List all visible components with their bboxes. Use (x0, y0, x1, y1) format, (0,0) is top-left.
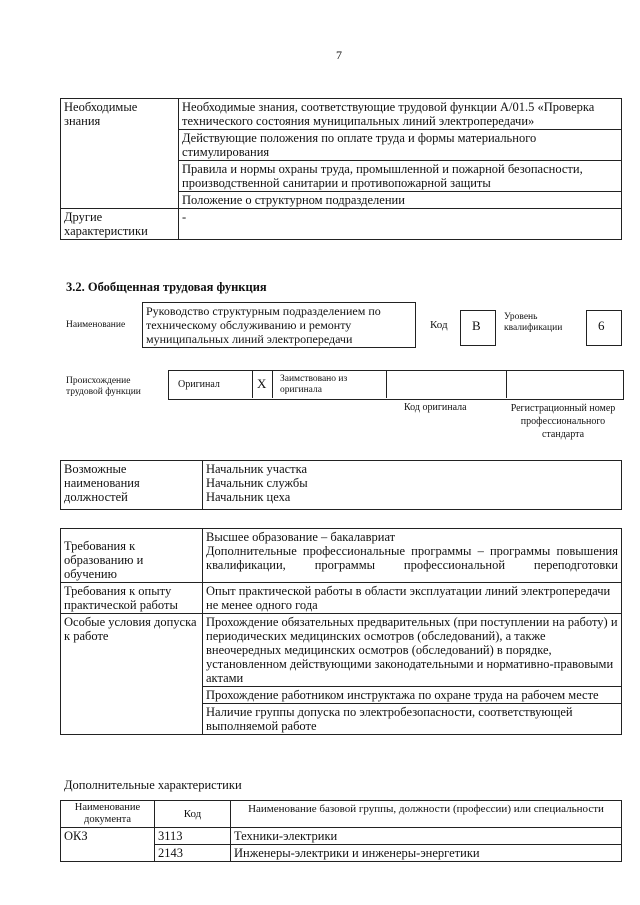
section-title: 3.2. Обобщенная трудовая функция (66, 280, 267, 294)
okz-code: 2143 (155, 845, 231, 862)
doc-okz: ОКЗ (61, 828, 155, 862)
knowledge-item: Положение о структурном подразделении (179, 192, 622, 209)
header-name: Наименование базовой группы, должности (профессии) или специальности (231, 801, 622, 828)
special-item: Прохождение обязательных предварительных (при поступлении на работу) и периодических медицинских осмотров (обследований), а также внеочередных медицинских осмотров (обследований) в порядке, установленном действующими законодательными и нормативно-правовыми актами (203, 614, 622, 687)
origin-divider-4 (506, 370, 507, 398)
experience-value: Опыт практической работы в области эксплуатации линий электропередачи не менее одного года (203, 583, 622, 614)
knowledge-label: Необходимые знания (61, 99, 179, 209)
page-number: 7 (336, 48, 342, 62)
origin-label: Происхождение трудовой функции (66, 376, 141, 397)
origin-divider-3 (386, 370, 387, 398)
origin-divider-1 (252, 370, 253, 398)
additional-title: Дополнительные характеристики (64, 778, 242, 792)
experience-label: Требования к опыту практической работы (61, 583, 203, 614)
header-code: Код (155, 801, 231, 828)
code-label: Код (430, 319, 448, 331)
code-original-label: Код оригинала (404, 402, 467, 413)
okz-name: Инженеры-электрики и инженеры-энергетики (231, 845, 622, 862)
code-value: В (472, 318, 481, 333)
positions-table (60, 460, 622, 510)
name-value: Руководство структурным подразделением по техническому обслуживанию и ремонту муниципальных линий электропередачи (146, 304, 381, 346)
additional-table (60, 800, 622, 862)
original-label: Оригинал (178, 379, 220, 390)
education-item: Дополнительные профессиональные программы – программы повышения квалификации, программы профессиональной переподготовки (206, 544, 618, 572)
origin-mark: X (257, 376, 267, 391)
education-item: Высшее образование – бакалавриат (206, 530, 396, 544)
special-item: Наличие группы допуска по электробезопасности, соответствующей выполняемой работе (203, 704, 622, 735)
requirements-table (60, 528, 622, 735)
header-doc: Наименование документа (61, 801, 155, 828)
knowledge-item: Действующие положения по оплате труда и формы материального стимулирования (179, 130, 622, 161)
special-label: Особые условия допуска к работе (61, 614, 203, 735)
level-value: 6 (598, 318, 605, 333)
position-item: Начальник участка (206, 462, 308, 476)
name-label: Наименование (66, 320, 126, 330)
other-value: - (179, 209, 622, 240)
okz-code: 3113 (155, 828, 231, 845)
origin-divider-2 (272, 370, 273, 398)
origin-table (168, 370, 624, 400)
knowledge-item: Правила и нормы охраны труда, промышленной и пожарной безопасности, производственной санитарии и противопожарной защиты (179, 161, 622, 192)
position-item: Начальник службы (206, 476, 308, 490)
positions-label: Возможные наименования должностей (61, 461, 203, 510)
other-label: Другие характеристики (61, 209, 179, 240)
borrowed-label: Заимствовано из оригинала (280, 374, 348, 395)
okz-name: Техники-электрики (231, 828, 622, 845)
position-item: Начальник цеха (206, 490, 291, 504)
knowledge-table (60, 98, 622, 240)
reg-number-label: Регистрационный номер профессионального стандарта (510, 403, 616, 440)
special-item: Прохождение работником инструктажа по охране труда на рабочем месте (203, 687, 622, 704)
education-label: Требования к образованию и обучению (61, 529, 203, 583)
positions-list (203, 461, 622, 510)
level-label: Уровень квалификации (504, 312, 563, 333)
knowledge-item: Необходимые знания, соответствующие трудовой функции A/01.5 «Проверка технического состояния муниципальных линий электропередачи» (179, 99, 622, 130)
education-value (203, 529, 622, 583)
